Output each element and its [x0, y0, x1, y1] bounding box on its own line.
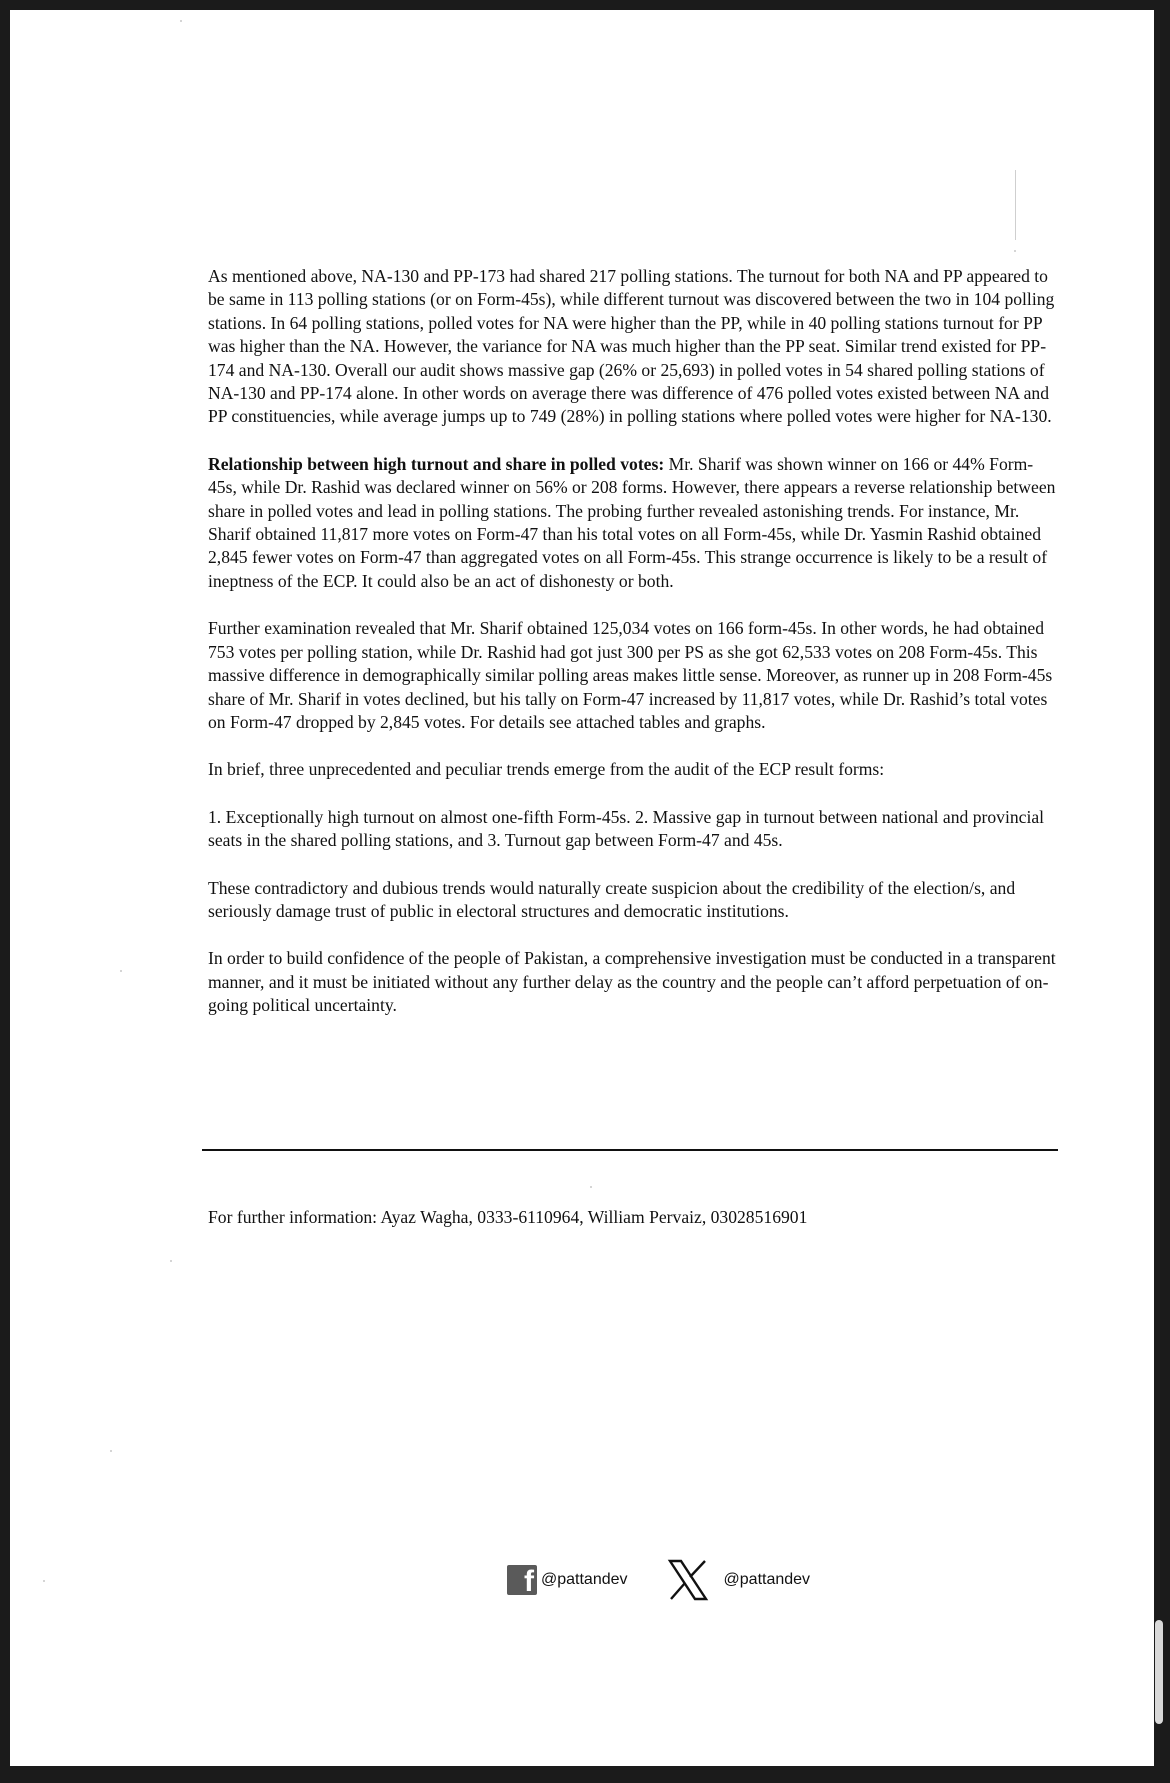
facebook-icon	[507, 1565, 537, 1595]
paragraph-turnout-relationship	[208, 453, 1058, 593]
vertical-scrollbar[interactable]	[1155, 1620, 1163, 1724]
scan-speck	[120, 970, 122, 972]
paragraph-in-brief: In brief, three unprecedented and peculiar trends emerge from the audit of the ECP result forms:	[208, 759, 885, 780]
paragraph-shared-polling-stations: As mentioned above, NA-130 and PP-173 had shared 217 polling stations. The turnout for both NA and PP appeared to be same in 113 polling stations (or on Form-45s), while different turnout was discovered between the two in 104 polling stations. In 64 polling stations, polled votes for NA were higher than the PP, while in 40 polling stations turnout for PP was higher than the NA. However, the variance for NA was much higher than the PP seat. Similar trend existed for PP-174 and NA-130. Overall our audit shows massive gap (26% or 25,693) in polled votes in 54 shared polling stations of NA-130 and PP-174 alone. In other words on average there was difference of 476 polled votes existed between NA and PP constituencies, while average jumps up to 749 (28%) in polling stations where polled votes were higher for NA-130.	[208, 266, 1055, 427]
paragraph-contradictory-trends: These contradictory and dubious trends would naturally create suspicion about the credibility of the election/s, and seriously damage trust of public in electoral structures and democratic institutions.	[208, 877, 1016, 921]
document-page	[10, 10, 1154, 1766]
x-logo-icon	[666, 1558, 710, 1602]
horizontal-rule	[202, 1149, 1058, 1151]
scan-mark	[1015, 170, 1016, 240]
paragraph-trends-list: 1. Exceptionally high turnout on almost one-fifth Form-45s. 2. Massive gap in turnout between national and provincial seats in the shared polling stations, and 3. Turnout gap between Form-47 and 45s.	[208, 806, 1045, 851]
scan-speck	[180, 20, 182, 22]
scan-speck	[43, 1580, 45, 1582]
scan-speck	[1014, 250, 1016, 252]
facebook-handle: @pattandev	[541, 1571, 628, 1588]
scan-speck	[110, 1450, 112, 1452]
social-handles	[507, 1560, 810, 1600]
paragraph-body: Mr. Sharif was shown winner on 166 or 44% Form-45s, while Dr. Rashid was declared winner on 56% or 208 forms. However, there appears a reverse relationship between share in polled votes and lead in polling stations. The probing further revealed astonishing trends. For instance, Mr. Sharif obtained 11,817 more votes on Form-47 than his total votes on all Form-45s, while Dr. Yasmin Rashid obtained 2,845 fewer votes on Form-47 than aggregated votes on all Form-45s. This strange occurrence is likely to be a result of ineptness of the ECP. It could also be an act of dishonesty or both.	[208, 453, 1056, 591]
paragraph-further-examination: Further examination revealed that Mr. Sharif obtained 125,034 votes on 166 form-45s. In other words, he had obtained 753 votes per polling station, while Dr. Rashid had got just 300 per PS as she got 62,533 votes on 208 Form-45s. This massive difference in demographically similar polling areas makes little sense. Moreover, as runner up in 208 Form-45s share of Mr. Sharif in votes declined, but his tally on Form-47 increased by 11,817 votes, while Dr. Rashid’s total votes on Form-47 dropped by 2,845 votes. For details see attached tables and graphs.	[208, 618, 1053, 732]
paragraph-investigation: In order to build confidence of the people of Pakistan, a comprehensive investigation must be conducted in a transparent manner, and it must be initiated without any further delay as the country and the people can’t afford perpetuation of on-going political uncertainty.	[208, 948, 1056, 1016]
scan-speck	[170, 1260, 172, 1262]
document-body	[208, 265, 1058, 1042]
contact-information: For further information: Ayaz Wagha, 0333-6110964, William Pervaiz, 03028516901	[208, 1207, 808, 1227]
scan-speck	[590, 1186, 592, 1188]
paragraph-heading: Relationship between high turnout and share in polled votes:	[208, 453, 665, 474]
x-handle: @pattandev	[723, 1571, 811, 1588]
